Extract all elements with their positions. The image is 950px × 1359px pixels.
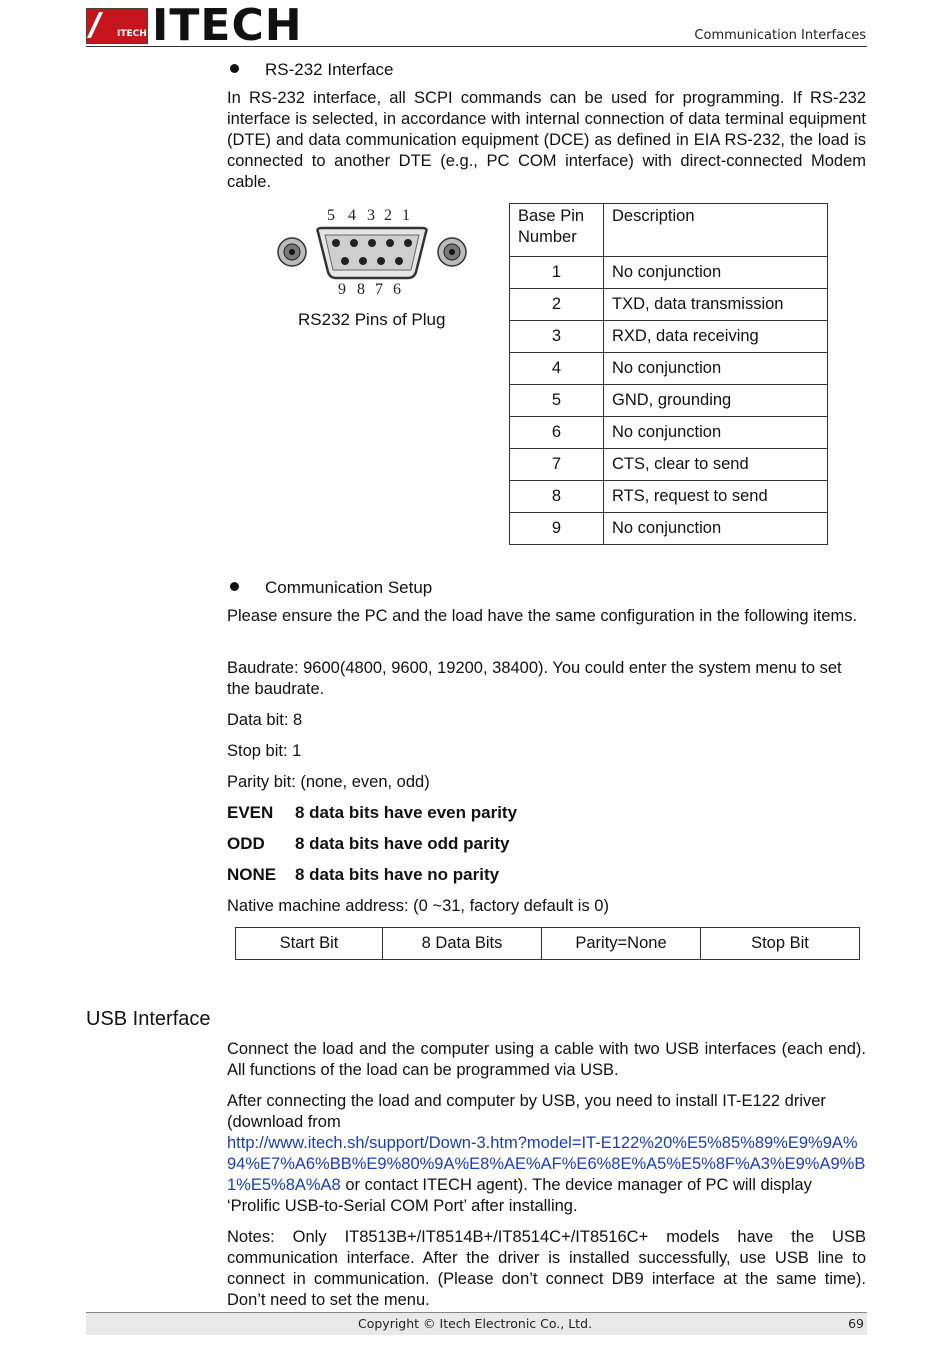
- table-row: [510, 257, 828, 289]
- parity-key: NONE: [227, 865, 277, 884]
- pin-label-8: 8: [357, 281, 365, 298]
- pin-label-9: 9: [338, 281, 346, 298]
- rs232-intro: In RS-232 interface, all SCPI commands can be used for programming. If RS-232 interface is selected, in accordance with internal connection of data terminal equipment (DTE) and data communication equipment (DCE) as defined in EIA RS-232, the load is connected to another DTE (e.g., PC COM interface) with direct-connected Modem cable.: [227, 89, 866, 191]
- footer-copyright: Copyright © Itech Electronic Co., Ltd.: [357, 1316, 592, 1331]
- pin-label-7: 7: [375, 281, 383, 298]
- rs232-heading-text: RS-232 Interface: [265, 60, 394, 79]
- usb-section-title: USB Interface: [86, 1008, 211, 1030]
- table-row: [510, 513, 828, 545]
- bullet-icon: [230, 64, 239, 73]
- pin-number: 2: [510, 289, 604, 321]
- pin-label-6: 6: [393, 281, 401, 298]
- pin-number: 5: [510, 385, 604, 417]
- usb-intro: Connect the load and the computer using a cable with two USB interfaces (each end). All functions of the load can be programmed via USB.: [227, 1040, 866, 1079]
- table-row: [236, 928, 860, 960]
- frame-cell: Stop Bit: [701, 928, 860, 960]
- parity-bit-text: Parity bit: (none, even, odd): [227, 773, 430, 791]
- parity-key: EVEN: [227, 803, 274, 822]
- header-description: Description: [604, 204, 828, 257]
- pin-number: 1: [510, 257, 604, 289]
- pin-number: 8: [510, 481, 604, 513]
- pin-description: TXD, data transmission: [604, 289, 828, 321]
- pin-table: [509, 203, 828, 545]
- header-title: Communication Interfaces: [694, 28, 866, 43]
- usb-driver-paragraph: [227, 1091, 866, 1217]
- pin-number: 6: [510, 417, 604, 449]
- frame-cell: Start Bit: [236, 928, 383, 960]
- header-base-pin: Base Pin Number: [510, 204, 604, 257]
- logo-text: ITECH: [152, 0, 303, 51]
- setup-heading-text: Communication Setup: [265, 578, 433, 597]
- stop-bit-text: Stop bit: 1: [227, 742, 302, 760]
- table-row: [510, 417, 828, 449]
- parity-key: ODD: [227, 834, 265, 853]
- pin-label-4: 4: [348, 207, 356, 224]
- parity-desc: 8 data bits have no parity: [295, 865, 500, 884]
- page-number: 69: [848, 1316, 864, 1331]
- table-row: [510, 353, 828, 385]
- setup-heading: [230, 578, 432, 598]
- pin-description: No conjunction: [604, 257, 828, 289]
- db9-connector-diagram: [272, 202, 472, 300]
- frame-format-table: [235, 927, 860, 960]
- table-row: [510, 385, 828, 417]
- itech-logo: [86, 0, 303, 51]
- pin-number: 7: [510, 449, 604, 481]
- header-rule: [86, 46, 867, 47]
- frame-cell: 8 Data Bits: [383, 928, 542, 960]
- driver-download-link[interactable]: http://www.itech.sh/support/Down-3.htm?model=IT-E122%20%E5%85%89%E9%9A%94%E7%A6%BB%E9%80%9A%E8%AE%AF%E6%8E%A5%E5%8F%A3%E9%A9%B1%E5%8A%A8: [227, 1134, 866, 1194]
- parity-desc: 8 data bits have odd parity: [295, 834, 510, 853]
- parity-even-row: [227, 803, 517, 823]
- pin-number: 3: [510, 321, 604, 353]
- logo-mark: [86, 8, 148, 44]
- pin-label-3: 3: [367, 207, 375, 224]
- parity-none-row: [227, 865, 499, 885]
- pin-description: No conjunction: [604, 417, 828, 449]
- pin-description: No conjunction: [604, 353, 828, 385]
- setup-intro: Please ensure the PC and the load have the same configuration in the following items.: [227, 607, 858, 625]
- pin-label-1: 1: [402, 207, 410, 224]
- pin-number: 9: [510, 513, 604, 545]
- usb-driver-text: After connecting the load and computer by USB, you need to install IT-E122 driver (download from: [227, 1092, 826, 1131]
- pin-description: RTS, request to send: [604, 481, 828, 513]
- pin-description: No conjunction: [604, 513, 828, 545]
- parity-desc: 8 data bits have even parity: [295, 803, 518, 822]
- parity-odd-row: [227, 834, 509, 854]
- table-row: [510, 481, 828, 513]
- bullet-icon: [230, 582, 239, 591]
- table-row: [510, 449, 828, 481]
- pin-description: RXD, data receiving: [604, 321, 828, 353]
- frame-cell: Parity=None: [542, 928, 701, 960]
- rs232-heading: [230, 60, 394, 80]
- screw-left-icon: [278, 238, 306, 266]
- table-row: [510, 289, 828, 321]
- pin-label-5: 5: [327, 207, 335, 224]
- baudrate-text: Baudrate: 9600(4800, 9600, 19200, 38400). You could enter the system menu to set the baudrate.: [227, 659, 842, 698]
- pin-description: CTS, clear to send: [604, 449, 828, 481]
- pin-label-2: 2: [384, 207, 392, 224]
- pin-description: GND, grounding: [604, 385, 828, 417]
- usb-notes: Notes: Only IT8513B+/IT8514B+/IT8514C+/IT8516C+ models have the USB communication interface. After the driver is installed successfully, use USB line to connect in communication. (Please don’t connect DB9 interface at the same time). Don’t need to set the menu.: [227, 1228, 866, 1309]
- data-bit-text: Data bit: 8: [227, 711, 303, 729]
- address-text: Native machine address: (0 ~31, factory default is 0): [227, 897, 609, 915]
- screw-right-icon: [438, 238, 466, 266]
- pin-table-header: [510, 204, 828, 257]
- pin-number: 4: [510, 353, 604, 385]
- logo-mark-text: ITECH: [117, 29, 147, 39]
- plug-caption: RS232 Pins of Plug: [298, 310, 446, 329]
- table-row: [510, 321, 828, 353]
- usb-driver-text-after: or contact ITECH agent). The device manager of PC will display ‘Prolific USB-to-Serial COM Port’ after installing.: [227, 1176, 812, 1215]
